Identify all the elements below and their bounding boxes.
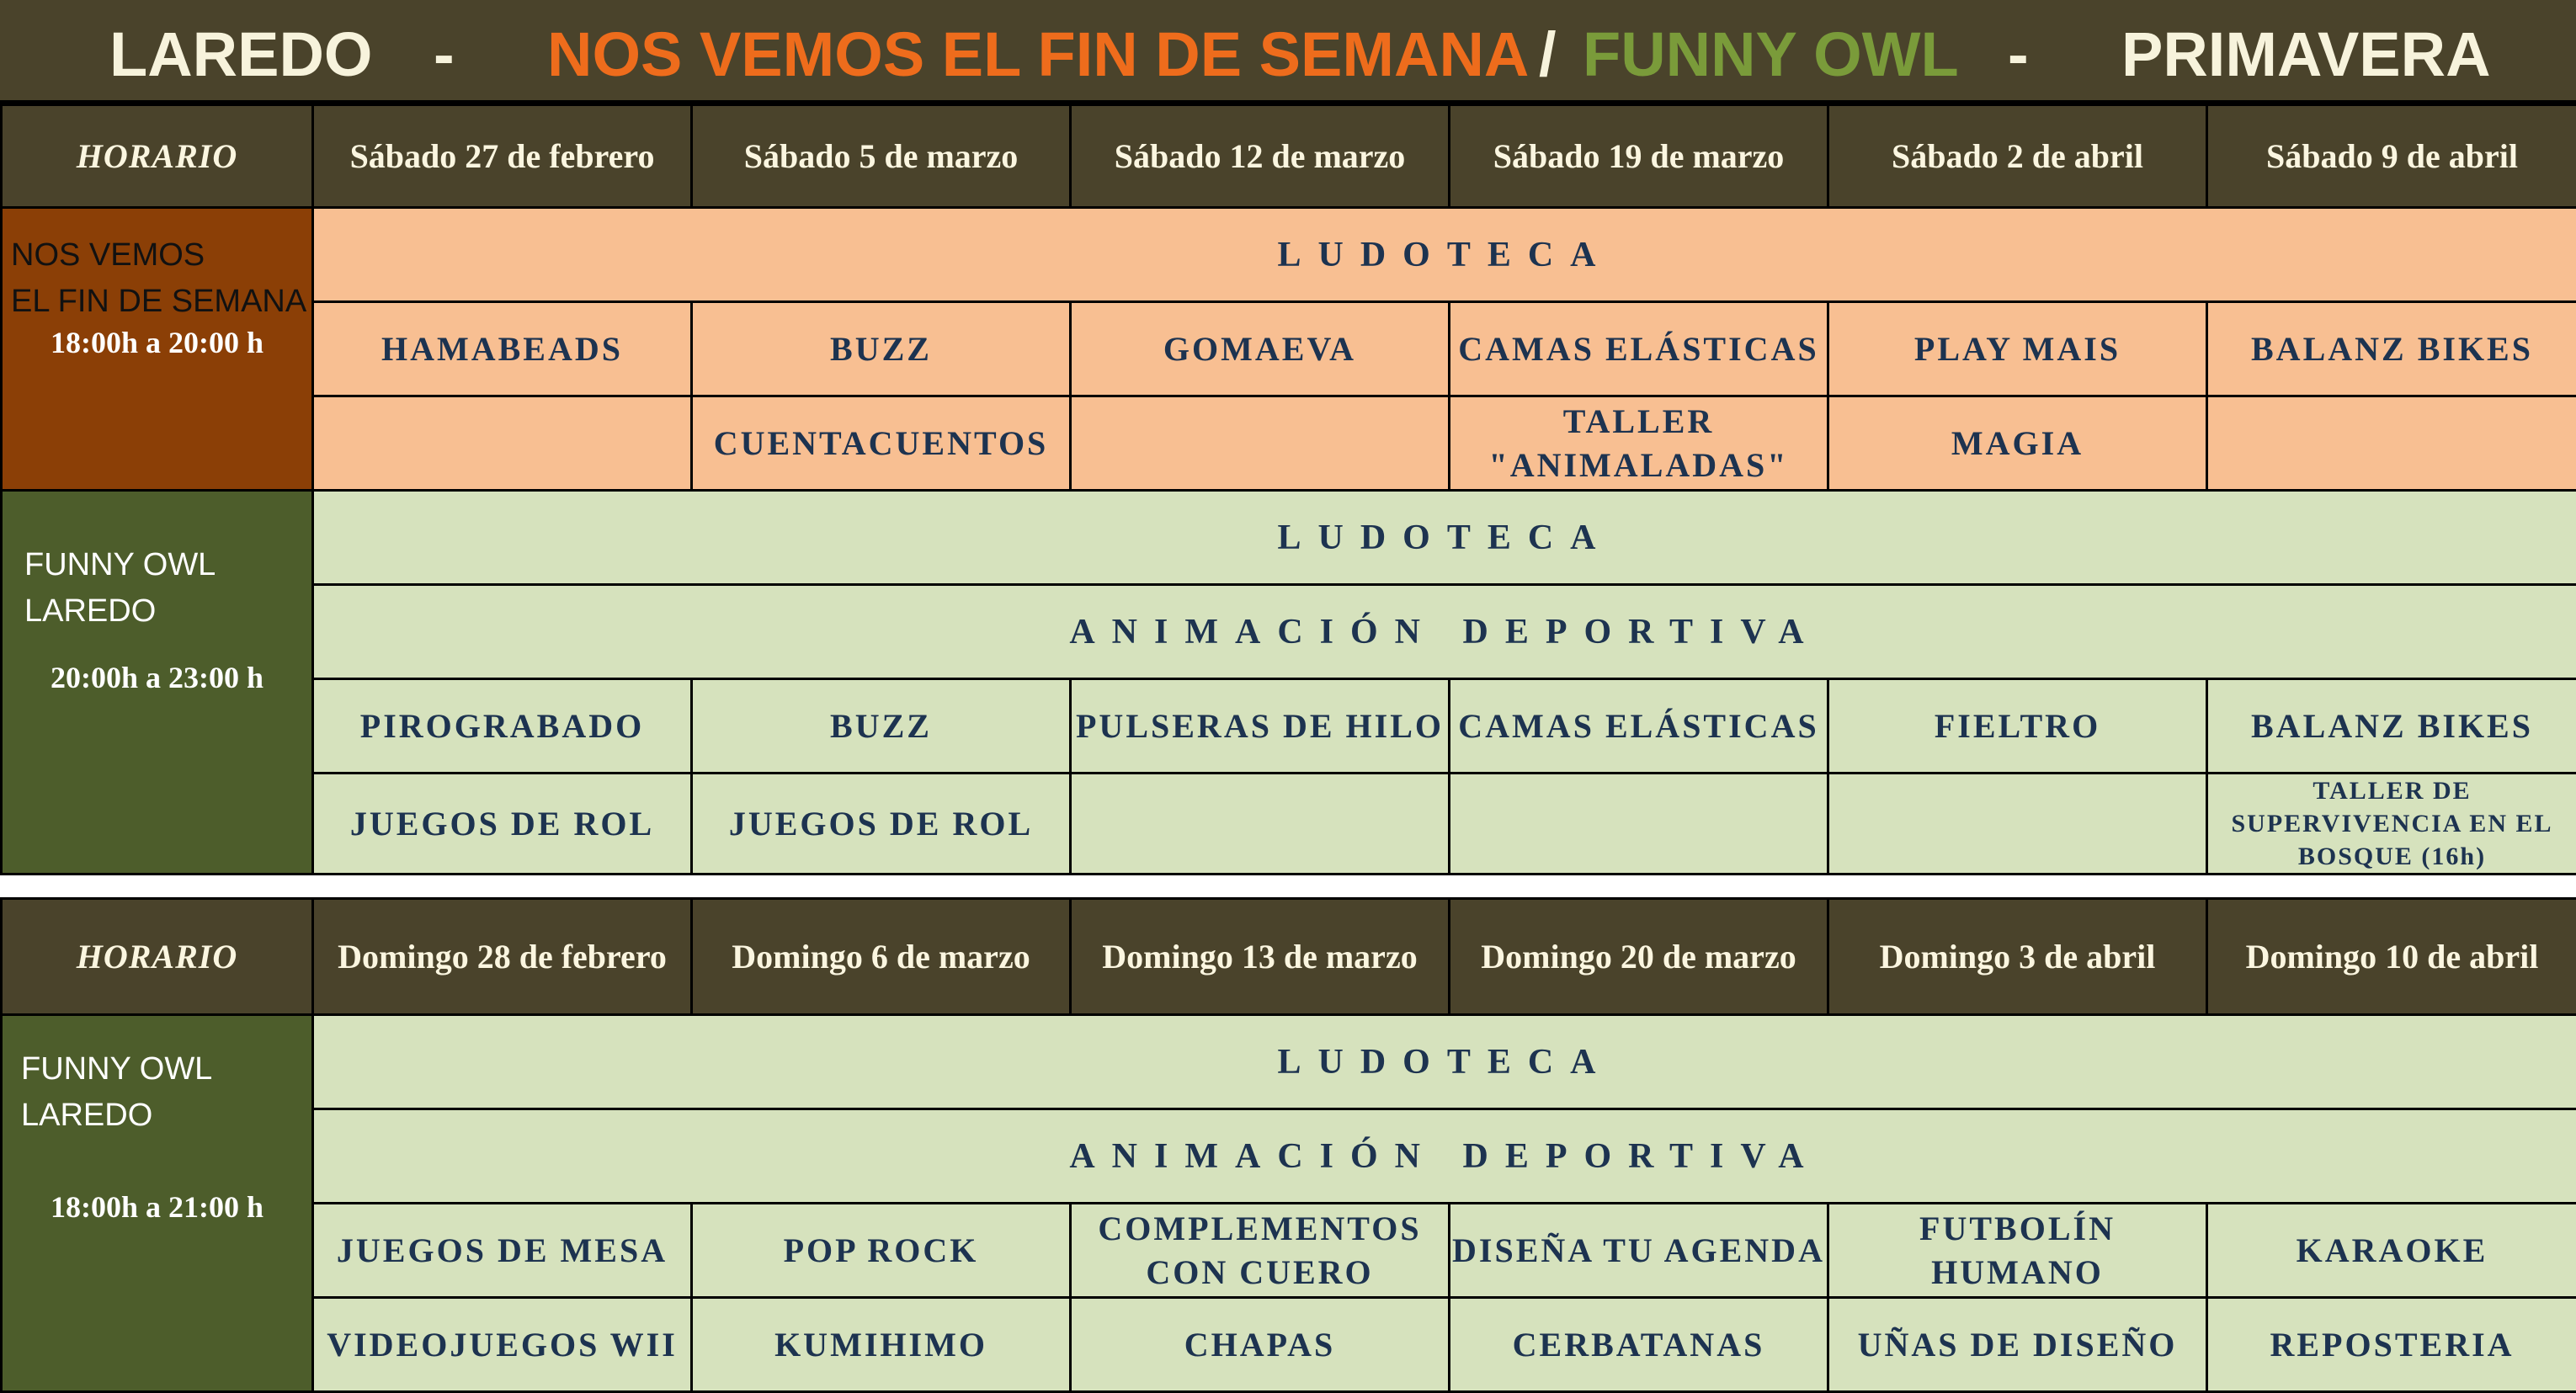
activity-cell: CAMAS ELÁSTICAS: [1450, 302, 1828, 396]
nos-vemos-side-label: [2, 208, 313, 491]
activity-cell: MAGIA: [1828, 396, 2207, 491]
title-program-nos-vemos: NOS VEMOS EL FIN DE SEMANA: [547, 19, 1529, 90]
activity-cell: PLAY MAIS: [1828, 302, 2207, 396]
activity-cell: BALANZ BIKES: [2207, 302, 2576, 396]
activity-cell: KUMIHIMO: [692, 1298, 1071, 1392]
title-program-funny-owl: FUNNY OWL: [1583, 19, 1959, 90]
sunday-date: Domingo 13 de marzo: [1071, 899, 1450, 1015]
nos-vemos-ludoteca: LUDOTECA: [313, 208, 2576, 302]
funny-owl-label-line1: FUNNY OWL: [21, 1046, 311, 1093]
funny-owl-saturday-animacion: ANIMACIÓN DEPORTIVA: [313, 585, 2576, 679]
sunday-date: Domingo 28 de febrero: [313, 899, 692, 1015]
sunday-date: Domingo 6 de marzo: [692, 899, 1071, 1015]
funny-owl-saturday-side-label: [2, 491, 313, 875]
title-dash-2: -: [2008, 19, 2029, 90]
activity-cell: KARAOKE: [2207, 1204, 2576, 1298]
saturday-date: Sábado 9 de abril: [2207, 105, 2576, 208]
funny-owl-saturday-row-1: [2, 679, 2576, 774]
activity-cell: JUEGOS DE ROL: [692, 774, 1071, 875]
activity-cell: CERBATANAS: [1450, 1298, 1828, 1392]
activity-cell: GOMAEVA: [1071, 302, 1450, 396]
title-season: PRIMAVERA: [2121, 19, 2491, 90]
activity-cell: CAMAS ELÁSTICAS: [1450, 679, 1828, 774]
activity-cell: DISEÑA TU AGENDA: [1450, 1204, 1828, 1298]
activity-cell: [1071, 396, 1450, 491]
funny-owl-label-line2: LAREDO: [24, 588, 311, 635]
funny-owl-sunday-row-1: [2, 1204, 2576, 1298]
activity-cell: REPOSTERIA: [2207, 1298, 2576, 1392]
saturday-date: Sábado 5 de marzo: [692, 105, 1071, 208]
title-dash: -: [434, 19, 455, 90]
funny-owl-sunday-animacion: ANIMACIÓN DEPORTIVA: [313, 1109, 2576, 1204]
nos-vemos-row-1: [2, 302, 2576, 396]
funny-owl-saturday-ludoteca: LUDOTECA: [313, 491, 2576, 585]
sunday-date: Domingo 10 de abril: [2207, 899, 2576, 1015]
activity-cell: [1450, 774, 1828, 875]
saturday-header-row: [2, 105, 2576, 208]
nos-vemos-label-line1: NOS VEMOS: [11, 232, 311, 279]
activity-cell: CUENTACUENTOS: [692, 396, 1071, 491]
sunday-schedule-table: [0, 897, 2576, 1393]
sunday-date: Domingo 20 de marzo: [1450, 899, 1828, 1015]
activity-cell: HAMABEADS: [313, 302, 692, 396]
activity-cell: COMPLEMENTOS CON CUERO: [1071, 1204, 1450, 1298]
funny-owl-saturday-time: 20:00h a 23:00 h: [3, 660, 311, 695]
activity-cell: PIROGRABADO: [313, 679, 692, 774]
sunday-date: Domingo 3 de abril: [1828, 899, 2207, 1015]
funny-owl-label-line2: LAREDO: [21, 1093, 311, 1139]
activity-cell: BUZZ: [692, 302, 1071, 396]
nos-vemos-time: 18:00h a 20:00 h: [3, 325, 311, 360]
sunday-header-row: [2, 899, 2576, 1015]
saturday-date: Sábado 12 de marzo: [1071, 105, 1450, 208]
funny-owl-saturday-row-2: [2, 774, 2576, 875]
activity-cell: [1071, 774, 1450, 875]
funny-owl-label-line1: FUNNY OWL: [24, 542, 311, 588]
activity-cell: UÑAS DE DISEÑO: [1828, 1298, 2207, 1392]
funny-owl-sunday-ludoteca: LUDOTECA: [313, 1015, 2576, 1109]
saturday-date: Sábado 27 de febrero: [313, 105, 692, 208]
nos-vemos-label-line2: EL FIN DE SEMANA: [11, 279, 311, 325]
title-bar: [0, 0, 2576, 104]
activity-cell: JUEGOS DE MESA: [313, 1204, 692, 1298]
saturday-schedule-table: [0, 104, 2576, 875]
activity-cell: PULSERAS DE HILO: [1071, 679, 1450, 774]
horario-label: HORARIO: [2, 899, 313, 1015]
title-place: LAREDO: [109, 19, 372, 90]
funny-owl-sunday-side-label: [2, 1015, 313, 1392]
saturday-date: Sábado 2 de abril: [1828, 105, 2207, 208]
activity-cell: [1828, 774, 2207, 875]
title-slash: /: [1539, 19, 1557, 90]
activity-cell: [313, 396, 692, 491]
funny-owl-sunday-row-2: [2, 1298, 2576, 1392]
activity-cell: [2207, 396, 2576, 491]
nos-vemos-row-2: [2, 396, 2576, 491]
activity-cell: BUZZ: [692, 679, 1071, 774]
horario-label: HORARIO: [2, 105, 313, 208]
saturday-date: Sábado 19 de marzo: [1450, 105, 1828, 208]
activity-cell: TALLER DE SUPERVIVENCIA EN EL BOSQUE (16h): [2207, 774, 2576, 875]
activity-cell: FUTBOLÍN HUMANO: [1828, 1204, 2207, 1298]
activity-cell: BALANZ BIKES: [2207, 679, 2576, 774]
funny-owl-sunday-time: 18:00h a 21:00 h: [3, 1189, 311, 1225]
activity-cell: CHAPAS: [1071, 1298, 1450, 1392]
activity-cell: FIELTRO: [1828, 679, 2207, 774]
activity-cell: POP ROCK: [692, 1204, 1071, 1298]
activity-cell: VIDEOJUEGOS WII: [313, 1298, 692, 1392]
activity-cell: TALLER "ANIMALADAS": [1450, 396, 1828, 491]
activity-cell: JUEGOS DE ROL: [313, 774, 692, 875]
